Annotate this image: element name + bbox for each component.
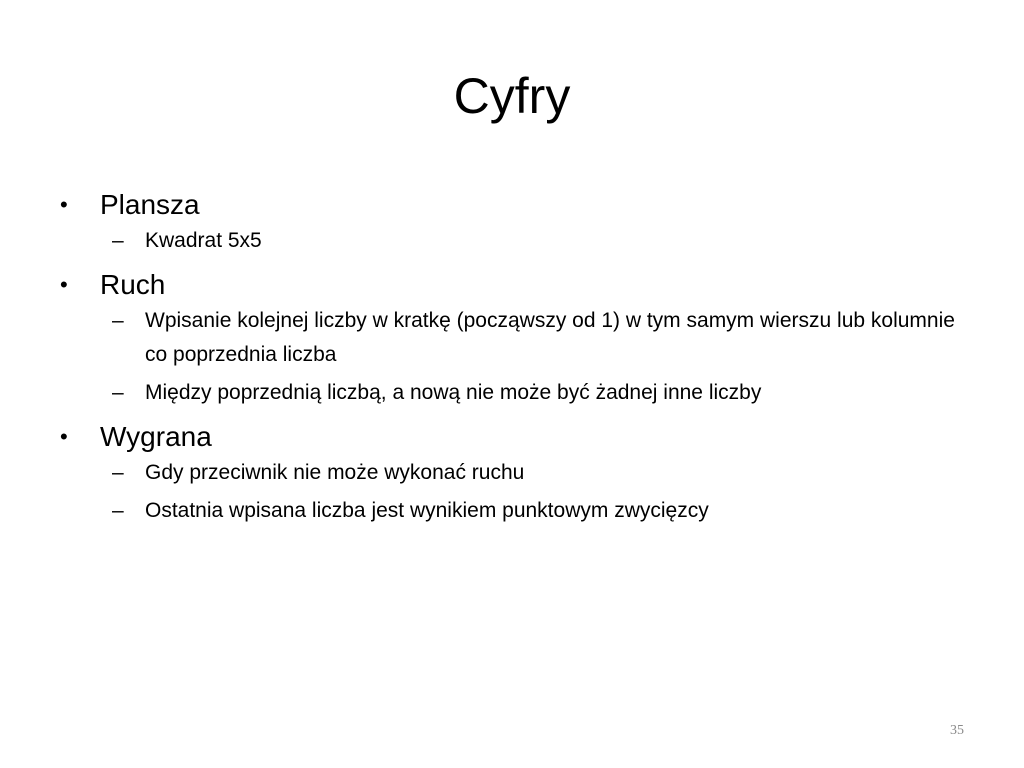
slide-title: Cyfry [453, 68, 571, 124]
page-number: 35 [950, 723, 964, 738]
slide-content [56, 186, 956, 536]
bullet-text: Plansza [100, 189, 200, 220]
bullet-dot-icon: • [60, 192, 68, 217]
sub-bullet-item [56, 304, 956, 372]
sub-bullet-item [56, 494, 956, 528]
bullet-dot-icon: • [60, 424, 68, 449]
bullet-group-ruch [56, 266, 956, 410]
sub-bullet-item [56, 224, 956, 258]
dash-icon: – [112, 309, 124, 332]
sub-bullet-text: Ostatnia wpisana liczba jest wynikiem punktowym zwycięzcy [145, 499, 709, 522]
bullet-item [56, 266, 956, 304]
dash-icon: – [112, 461, 124, 484]
dash-icon: – [112, 499, 124, 522]
bullet-group-plansza [56, 186, 956, 258]
dash-icon: – [112, 229, 124, 252]
bullet-group-wygrana [56, 418, 956, 528]
bullet-dot-icon: • [60, 272, 68, 297]
sub-bullet-text: Kwadrat 5x5 [145, 229, 262, 252]
bullet-text: Ruch [100, 269, 166, 300]
bullet-text: Wygrana [100, 421, 212, 452]
dash-icon: – [112, 381, 124, 404]
sub-bullet-item [56, 376, 956, 410]
sub-bullet-item [56, 456, 956, 490]
bullet-item [56, 186, 956, 224]
sub-bullet-text: Wpisanie kolejnej liczby w kratkę (począwszy od 1) w tym samym wierszu lub kolumnie co poprzednia liczba [145, 309, 955, 366]
bullet-item [56, 418, 956, 456]
sub-bullet-text: Między poprzednią liczbą, a nową nie może być żadnej inne liczby [145, 381, 762, 404]
sub-bullet-text: Gdy przeciwnik nie może wykonać ruchu [145, 461, 525, 484]
